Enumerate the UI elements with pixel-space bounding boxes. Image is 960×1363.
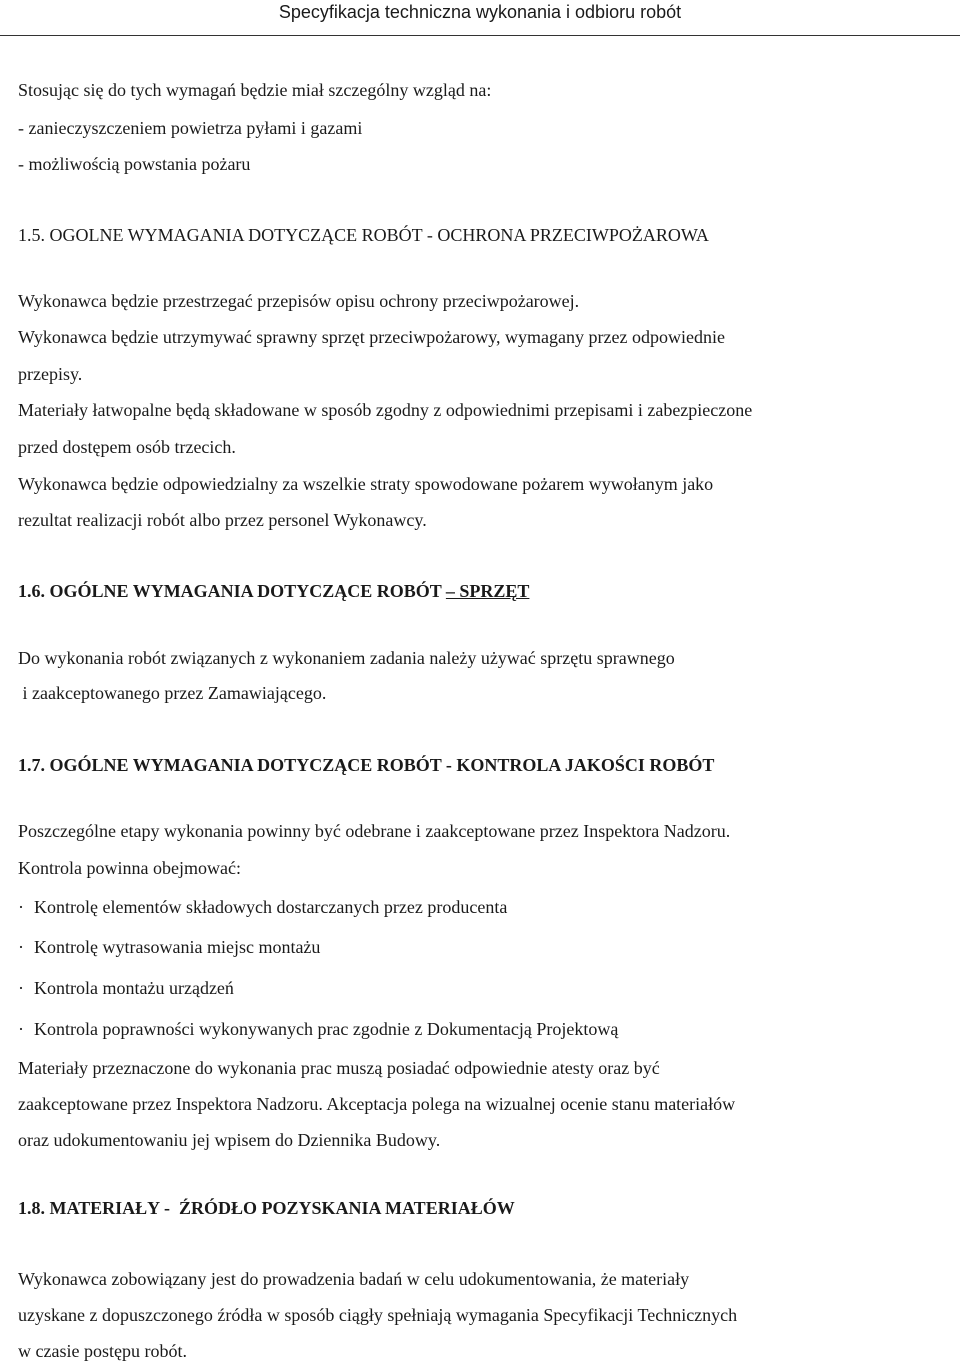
bullet-icon: · xyxy=(18,897,24,917)
page-header xyxy=(0,0,960,36)
heading-underlined-text: – SPRZĘT xyxy=(445,581,530,601)
list-item xyxy=(18,936,320,958)
intro-line: Stosując się do tych wymagań będzie miał szczególny wzgląd na: xyxy=(18,80,492,100)
paragraph-line: Wykonawca zobowiązany jest do prowadzenia badań w celu udokumentowania, że materiały xyxy=(18,1269,690,1289)
paragraph-line: Materiały łatwopalne będą składowane w sposób zgodny z odpowiednimi przepisami i zabezpieczone xyxy=(18,400,753,420)
bullet-icon: · xyxy=(18,937,24,957)
paragraph-line: zaakceptowane przez Inspektora Nadzoru. Akceptacja polega na wizualnej ocenie stanu materiałów xyxy=(18,1094,736,1114)
heading-text: 1.6. OGÓLNE WYMAGANIA DOTYCZĄCE ROBÓT xyxy=(18,581,446,601)
paragraph-line: przed dostępem osób trzecich. xyxy=(18,437,236,457)
paragraph-line: Kontrola powinna obejmować: xyxy=(18,858,241,878)
list-item-text: Kontrolę wytrasowania miejsc montażu xyxy=(34,937,321,957)
section-heading-1-6 xyxy=(18,580,529,602)
paragraph-line: Poszczególne etapy wykonania powinny być odebrane i zaakceptowane przez Inspektora Nadzoru. xyxy=(18,821,731,841)
paragraph-line: oraz udokumentowaniu jej wpisem do Dziennika Budowy. xyxy=(18,1130,441,1150)
paragraph-line: rezultat realizacji robót albo przez personel Wykonawcy. xyxy=(18,510,427,530)
bullet-icon: · xyxy=(18,1019,24,1039)
list-item-text: Kontrolę elementów składowych dostarczanych przez producenta xyxy=(34,897,508,917)
list-item-text: Kontrola poprawności wykonywanych prac zgodnie z Dokumentacją Projektową xyxy=(34,1019,619,1039)
section-heading-1-8: 1.8. MATERIAŁY - ŹRÓDŁO POZYSKANIA MATERIAŁÓW xyxy=(18,1198,515,1218)
paragraph-line: w czasie postępu robót. xyxy=(18,1341,187,1361)
intro-line: - zanieczyszczeniem powietrza pyłami i gazami xyxy=(18,118,363,138)
paragraph-line: Do wykonania robót związanych z wykonaniem zadania należy używać sprzętu sprawnego xyxy=(18,648,675,668)
bullet-icon: · xyxy=(18,978,24,998)
paragraph-line: uzyskane z dopuszczonego źródła w sposób ciągły spełniają wymagania Specyfikacji Technicznych xyxy=(18,1305,738,1325)
intro-line: - możliwością powstania pożaru xyxy=(18,154,251,174)
paragraph-line: Materiały przeznaczone do wykonania prac muszą posiadać odpowiednie atesty oraz być xyxy=(18,1058,660,1078)
paragraph-line: Wykonawca będzie przestrzegać przepisów opisu ochrony przeciwpożarowej. xyxy=(18,291,580,311)
list-item-text: Kontrola montażu urządzeń xyxy=(34,978,234,998)
paragraph-line: przepisy. xyxy=(18,364,83,384)
header-divider xyxy=(0,35,960,36)
list-item xyxy=(18,1018,618,1040)
section-heading-1-5: 1.5. OGOLNE WYMAGANIA DOTYCZĄCE ROBÓT - OCHRONA PRZECIWPOŻAROWA xyxy=(18,225,709,245)
paragraph-line: Wykonawca będzie odpowiedzialny za wszelkie straty spowodowane pożarem wywołanym jako xyxy=(18,474,714,494)
list-item xyxy=(18,896,507,918)
section-heading-1-7: 1.7. OGÓLNE WYMAGANIA DOTYCZĄCE ROBÓT - KONTROLA JAKOŚCI ROBÓT xyxy=(18,755,715,775)
header-title: Specyfikacja techniczna wykonania i odbioru robót xyxy=(278,2,682,22)
list-item xyxy=(18,977,234,999)
paragraph-line: Wykonawca będzie utrzymywać sprawny sprzęt przeciwpożarowy, wymagany przez odpowiednie xyxy=(18,327,725,347)
paragraph-line: i zaakceptowanego przez Zamawiającego. xyxy=(18,683,327,703)
